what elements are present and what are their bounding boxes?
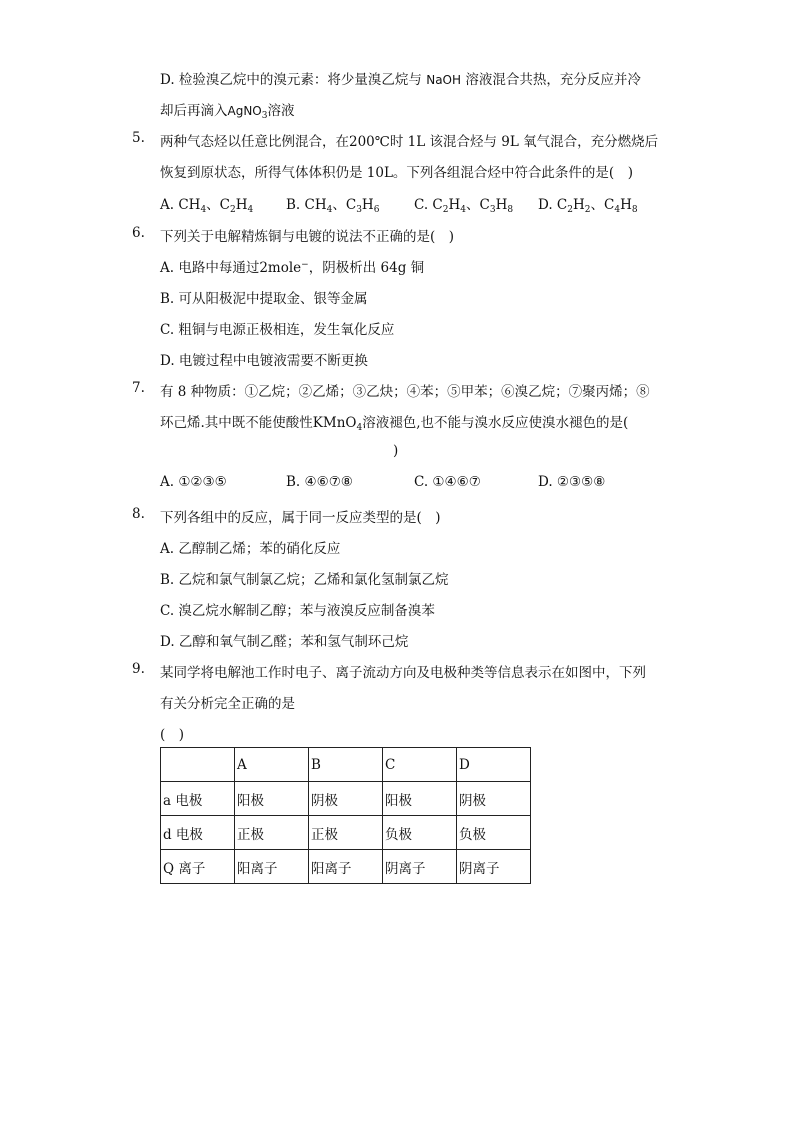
table-cell: 阴极: [309, 782, 383, 816]
q8-option-a[interactable]: A. 乙醇制乙烯；苯的硝化反应: [160, 541, 341, 557]
q8-stem: 下列各组中的反应，属于同一反应类型的是( ): [160, 510, 441, 526]
q4-option-d-line1: [160, 68, 641, 88]
q6-option-a[interactable]: [160, 256, 424, 276]
table-row-label: Q 离子: [161, 850, 235, 884]
q7-stem-line2-sub: 4: [356, 423, 363, 433]
q9-stem-line1: 某同学将电解池工作时电子、离子流动方向及电极种类等信息表示在如图中，下列: [160, 665, 646, 681]
table-cell: 负极: [383, 816, 457, 850]
q7-number: 7.: [132, 380, 145, 396]
q6-option-b[interactable]: B. 可从阳极泥中提取金、银等金属: [160, 291, 368, 307]
q6-option-a-text2: ，阴极析出 64g 铜: [308, 260, 425, 276]
table-cell: 阳离子: [309, 850, 383, 884]
q5-option-c[interactable]: C. $C_2H_4$、$C_3H_8$: [414, 197, 514, 215]
q5-stem-line2: 恢复到原状态，所得气体体积仍是 10L。下列各组混合烃中符合此条件的是( ): [160, 165, 633, 181]
q9-stem-line3: ( ): [160, 727, 185, 743]
table-row: [161, 748, 531, 782]
table-header-c: C: [383, 748, 457, 782]
q6-option-c[interactable]: C. 粗铜与电源正极相连，发生氧化反应: [160, 322, 395, 338]
q7-stem-line2: [160, 411, 628, 431]
table-cell: 阳极: [383, 782, 457, 816]
q5-option-a[interactable]: A. $CH_4$、$C_2H_4$: [160, 197, 254, 215]
table-header-b: B: [309, 748, 383, 782]
q9-stem-line2: 有关分析完全正确的是: [160, 696, 295, 712]
table-cell: 阳离子: [235, 850, 309, 884]
table-header-d: D: [457, 748, 531, 782]
q4-option-d-text-a: D. 检验溴乙烷中的溴元素：将少量溴乙烷与: [160, 72, 427, 88]
q6-option-a-sup: −: [301, 260, 309, 270]
table-cell: 负极: [457, 816, 531, 850]
q8-option-b[interactable]: B. 乙烷和氯气制氯乙烷；乙烯和氯化氢制氯乙烷: [160, 572, 449, 588]
table-cell: 阴离子: [383, 850, 457, 884]
q6-option-a-text: A. 电路中每通过2mole: [160, 260, 302, 276]
table-cell: 正极: [309, 816, 383, 850]
q8-option-c[interactable]: C. 溴乙烷水解制乙醇；苯与液溴反应制备溴苯: [160, 603, 435, 619]
table-row-label: d 电极: [161, 816, 235, 850]
table-row: [161, 782, 531, 816]
q6-stem: 下列关于电解精炼铜与电镀的说法不正确的是( ): [160, 229, 455, 245]
table-cell: 阴极: [457, 782, 531, 816]
table-cell: 正极: [235, 816, 309, 850]
q9-answer-table: [160, 747, 531, 884]
q7-option-d[interactable]: D. ②③⑤⑧: [538, 474, 606, 490]
table-cell: 阳极: [235, 782, 309, 816]
q5-option-b[interactable]: B. $CH_4$、$C_3H_6$: [286, 197, 380, 215]
table-cell: [161, 748, 235, 782]
q7-stem-line2-b: 溶液褪色,也不能与溴水反应使溴水褪色的是(: [362, 415, 629, 431]
q4-option-d-text-d: 却后再滴入: [160, 103, 228, 119]
q9-number: 9.: [132, 661, 145, 677]
q7-option-c[interactable]: C. ①④⑥⑦: [414, 474, 481, 490]
table-row: [161, 850, 531, 884]
q5-stem-line1: 两种气态烃以任意比例混合，在200℃时 1L 该混合烃与 9L 氧气混合，充分燃烧后: [160, 134, 659, 150]
table-row: [161, 816, 531, 850]
q6-option-d[interactable]: D. 电镀过程中电镀液需要不断更换: [160, 353, 368, 369]
q8-option-d[interactable]: D. 乙醇和氧气制乙醛；苯和氢气制环己烷: [160, 634, 409, 650]
q4-option-d-text-c: 溶液混合共热，充分反应并冷: [461, 72, 641, 88]
q7-stem-line3: ): [393, 443, 399, 459]
q7-option-b[interactable]: B. ④⑥⑦⑧: [286, 474, 353, 490]
q6-number: 6.: [132, 225, 145, 241]
q4-option-d-naoh: NaOH: [426, 73, 462, 87]
q4-option-d-agno: AgNO: [227, 104, 262, 118]
table-header-a: A: [235, 748, 309, 782]
q4-option-d-sub: 3: [261, 111, 268, 121]
table-row-label: a 电极: [161, 782, 235, 816]
table-cell: 阴离子: [457, 850, 531, 884]
q7-stem-line1: 有 8 种物质：①乙烷；②乙烯；③乙炔；④苯；⑤甲苯；⑥溴乙烷；⑦聚丙烯；⑧: [160, 384, 650, 400]
q5-number: 5.: [132, 130, 145, 146]
q5-option-d[interactable]: D. $C_2H_2$、$C_4H_8$: [538, 197, 638, 215]
q7-option-a[interactable]: A. ①②③⑤: [160, 474, 227, 490]
q8-number: 8.: [132, 506, 145, 522]
q4-option-d-text-e: 溶液: [267, 103, 295, 119]
q7-stem-line2-a: 环己烯.其中既不能使酸性KMnO: [160, 415, 357, 431]
q4-option-d-line2: [160, 99, 294, 119]
